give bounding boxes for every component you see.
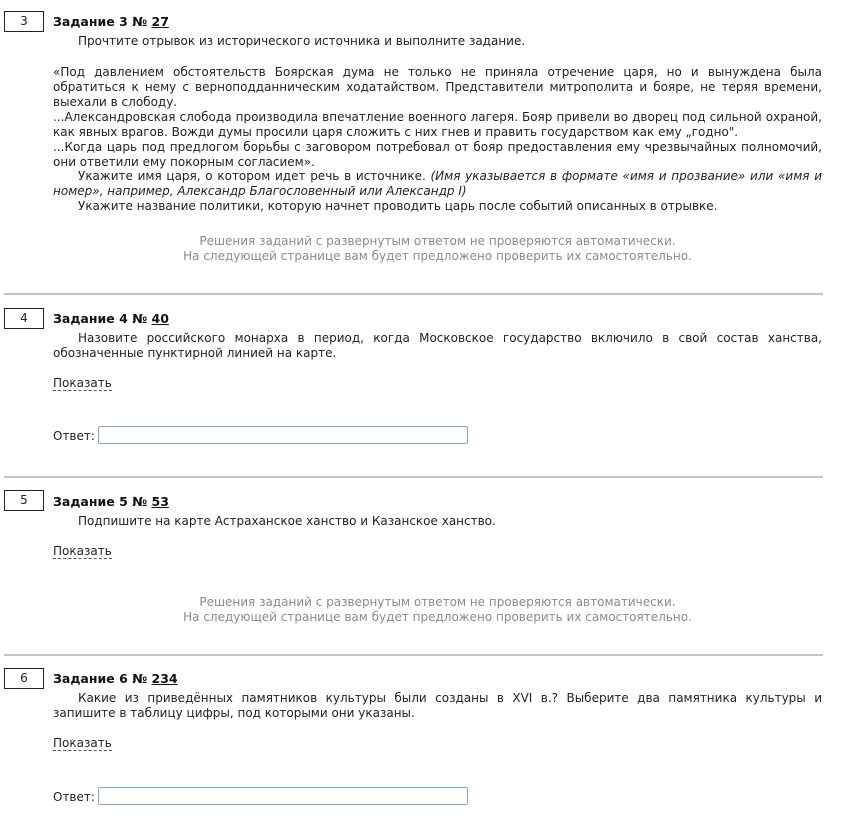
- task-title-text: Задание 3 №: [53, 14, 152, 29]
- task-title-text: Задание 6 №: [53, 671, 152, 686]
- task-question: Укажите название политики, которую начнет проводить царь после событий описанных в отрывке.: [78, 199, 718, 213]
- note-line: Решения заданий с развернутым ответом не проверяются автоматически.: [199, 595, 676, 609]
- task-text: Подпишите на карте Астраханское ханство и Казанское ханство.: [78, 514, 496, 528]
- task-divider: [4, 293, 823, 295]
- task-number-box: 5: [4, 490, 44, 511]
- answer-label: Ответ:: [53, 429, 95, 443]
- source-excerpt: [53, 65, 822, 170]
- task-title: [53, 671, 178, 686]
- task-divider: [4, 476, 823, 478]
- task-number-box: 4: [4, 308, 44, 329]
- task-number-box: 3: [4, 11, 44, 32]
- source-line: ...Когда царь под предлогом борьбы с заговором потребовал от бояр предоставления ему чрезвычайных полномочий, они ответили ему покорным согласием».: [53, 140, 822, 169]
- question-format-note: (Имя указывается в формате «имя и прозвание» или «имя и номер», например, Александр Благословенный или Александр I): [53, 169, 823, 198]
- question-text: Укажите имя царя, о котором идет речь в источнике.: [78, 169, 431, 183]
- show-monuments-link[interactable]: Показать: [53, 736, 112, 750]
- task-text: Какие из приведённых памятников культуры были созданы в XVI в.? Выберите два памятника культуры и запишите в таблицу цифры, под которыми они указаны.: [53, 691, 822, 720]
- task-title-text: Задание 5 №: [53, 494, 152, 509]
- answer-input[interactable]: [98, 787, 468, 805]
- task-title: [53, 14, 169, 29]
- answer-input[interactable]: [98, 426, 468, 444]
- manual-check-note: [53, 595, 822, 625]
- task-id-link[interactable]: 53: [151, 494, 169, 509]
- note-line: Решения заданий с развернутым ответом не проверяются автоматически.: [199, 234, 676, 248]
- task-title: [53, 494, 169, 509]
- note-line: На следующей странице вам будет предложено проверить их самостоятельно.: [183, 249, 692, 263]
- task-id-link[interactable]: 40: [151, 311, 169, 326]
- task-divider: [4, 654, 823, 656]
- source-line: «Под давлением обстоятельств Боярская дума не только не приняла отречение царя, но и вынуждена была обратиться к нему с верноподданническим ходатайством. Представители митрополита и бояре, не теряя времени, выехали в слободу.: [53, 65, 822, 109]
- source-line: ...Александровская слобода производила впечатление военного лагеря. Бояр привели во дворец под сильной охраной, как явных врагов. Вожди думы просили царя сложить с них гнев и править государством как ему „годно".: [53, 110, 822, 139]
- task-text: Назовите российского монарха в период, когда Московское государство включило в свой состав ханства, обозначенные пунктирной линией на карте.: [53, 331, 822, 360]
- task-id-link[interactable]: 27: [151, 14, 169, 29]
- show-map-link[interactable]: Показать: [53, 544, 112, 558]
- answer-label: Ответ:: [53, 790, 95, 804]
- manual-check-note: [53, 234, 822, 264]
- task-question: [53, 169, 822, 199]
- task-number-box: 6: [4, 668, 44, 689]
- task-id-link[interactable]: 234: [151, 671, 178, 686]
- task-intro: Прочтите отрывок из исторического источника и выполните задание.: [78, 34, 526, 48]
- note-line: На следующей странице вам будет предложено проверить их самостоятельно.: [183, 610, 692, 624]
- show-map-link[interactable]: Показать: [53, 376, 112, 390]
- task-title-text: Задание 4 №: [53, 311, 152, 326]
- task-title: [53, 311, 169, 326]
